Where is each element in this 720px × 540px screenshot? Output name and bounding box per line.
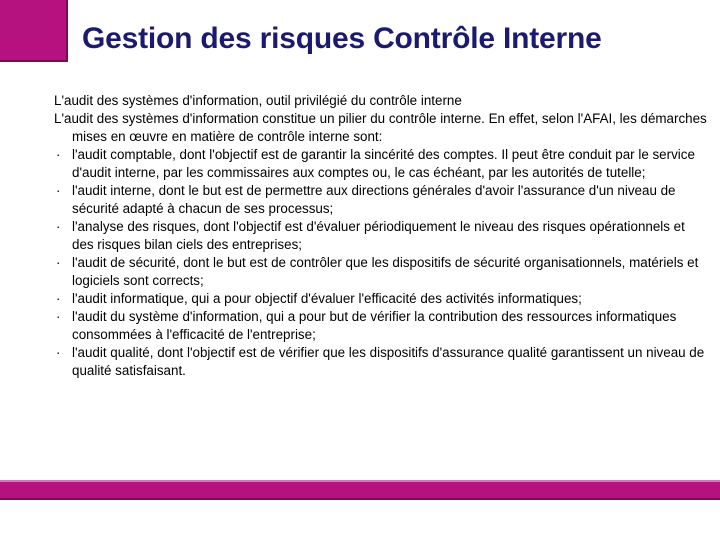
list-item — [54, 218, 708, 254]
bullet-text: l'audit de sécurité, dont le but est de contrôler que les dispositifs de sécurité organisationnels, matériels et logiciels sont corrects; — [72, 255, 699, 288]
list-item — [54, 254, 708, 290]
bullet-dot: · — [56, 255, 61, 270]
bullet-text: l'audit du système d'information, qui a pour but de vérifier la contribution des ressources informatiques consommées à l'efficacité de l'entreprise; — [72, 309, 677, 342]
bullet-list — [54, 146, 708, 380]
bullet-text: l'audit qualité, dont l'objectif est de vérifier que les dispositifs d'assurance qualité garantissent un niveau de qualité satisfaisant. — [72, 345, 705, 378]
intro-paragraph: L'audit des systèmes d'information constitue un pilier du contrôle interne. En effet, selon l'AFAI, les démarches mises en œuvre en matière de contrôle interne sont: — [54, 111, 707, 144]
bullet-dot: · — [56, 147, 61, 162]
list-item — [54, 308, 708, 344]
accent-block — [0, 0, 68, 62]
bullet-text: l'audit comptable, dont l'objectif est de garantir la sincérité des comptes. Il peut être conduit par le service d'audit interne, par les commissaires aux comptes ou, le cas échéant, par les autorités de tutelle; — [72, 147, 695, 180]
list-item — [54, 146, 708, 182]
slide-body — [54, 92, 708, 380]
intro-heading: L'audit des systèmes d'information, outil privilégié du contrôle interne — [54, 93, 462, 108]
bullet-dot: · — [56, 345, 61, 360]
bullet-text: l'analyse des risques, dont l'objectif est d'évaluer périodiquement le niveau des risques opérationnels et des risques bilan ciels des entreprises; — [72, 219, 685, 252]
list-item — [54, 344, 708, 380]
list-item — [54, 182, 708, 218]
bullet-dot: · — [56, 219, 61, 234]
bullet-dot: · — [56, 183, 61, 198]
bullet-text: l'audit interne, dont le but est de permettre aux directions générales d'avoir l'assurance d'un niveau de sécurité adapté à chacun de ses processus; — [72, 183, 676, 216]
bullet-dot: · — [56, 291, 61, 306]
bullet-text: l'audit informatique, qui a pour objectif d'évaluer l'efficacité des activités informatiques; — [72, 291, 582, 306]
list-item — [54, 290, 708, 308]
footer-band — [0, 480, 720, 500]
bullet-dot: · — [56, 309, 61, 324]
slide-title: Gestion des risques Contrôle Interne — [82, 22, 602, 55]
